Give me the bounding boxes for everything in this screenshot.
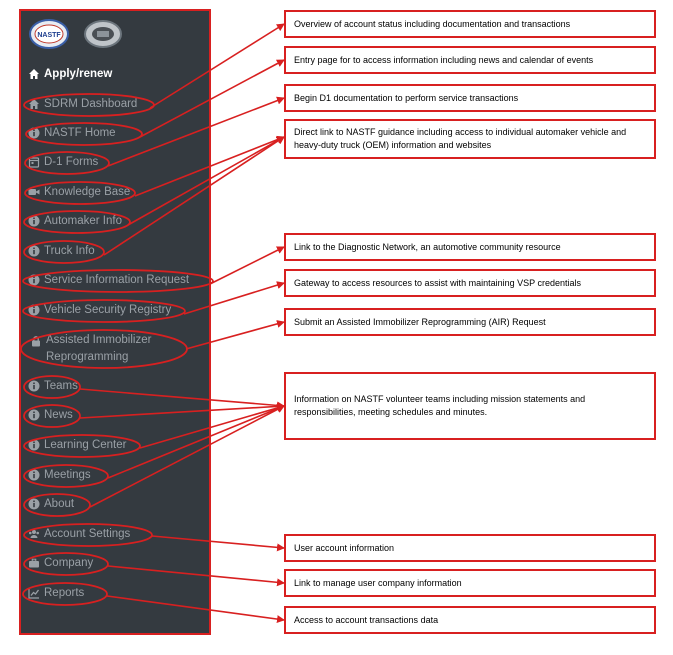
sidebar-item-meetings[interactable] — [27, 468, 91, 481]
callout-text: Access to account transactions data — [294, 614, 439, 625]
callout-text: Direct link to NASTF guidance including access to individual automaker vehicle and heavy-duty truck (OEM) information and websites — [294, 127, 627, 150]
annotation-callout — [284, 269, 656, 297]
sidebar-item-service-information-request[interactable] — [27, 273, 189, 286]
callout-text: Information on NASTF volunteer teams including mission statements and responsibilities, meeting schedules and minutes. — [294, 394, 586, 417]
sidebar-item-label: Service Information Request — [44, 273, 190, 286]
sidebar-item-label: Teams — [44, 379, 78, 392]
annotation-arrow — [210, 247, 284, 284]
annotation-callout — [284, 308, 656, 336]
info-icon — [27, 303, 40, 316]
sidebar-item-label: News — [44, 408, 73, 421]
sidebar-item-label: SDRM Dashboard — [44, 97, 138, 110]
annotation-callout — [284, 46, 656, 74]
info-icon — [27, 273, 40, 286]
sidebar-item-sdrm-dashboard[interactable] — [27, 97, 137, 110]
nastf-logo[interactable] — [29, 19, 69, 49]
sidebar-item-label: Automaker Info — [44, 214, 122, 227]
home-icon — [27, 67, 40, 80]
annotation-callout — [284, 119, 656, 159]
sidebar-item-reports[interactable] — [27, 586, 84, 599]
info-icon — [27, 214, 40, 227]
sidebar-item-vehicle-security-registry[interactable] — [27, 303, 171, 316]
info-icon — [27, 126, 40, 139]
sidebar-item-about[interactable] — [27, 497, 74, 510]
sidebar-item-label: Truck Info — [44, 244, 95, 257]
info-icon — [27, 468, 40, 481]
sidebar-item-learning-center[interactable] — [27, 438, 126, 451]
users-icon — [27, 527, 40, 540]
chart-icon — [27, 586, 40, 599]
annotation-callout — [284, 233, 656, 261]
sidebar-item-assisted-immobilizer-reprogramming[interactable] — [30, 332, 190, 366]
sidebar-item-automaker-info[interactable] — [27, 214, 122, 227]
sidebar-item-label: Company — [44, 556, 94, 569]
annotation-callout — [284, 569, 656, 597]
sidebar-item-d-1-forms[interactable] — [27, 155, 98, 168]
sidebar-item-truck-info[interactable] — [27, 244, 95, 257]
callout-text: User account information — [294, 542, 395, 553]
callout-text: Submit an Assisted Immobilizer Reprogramming (AIR) Request — [294, 316, 546, 327]
partner-logo — [83, 19, 123, 49]
callout-text: Link to manage user company information — [294, 577, 462, 588]
callout-text: Gateway to access resources to assist with maintaining VSP credentials — [294, 277, 581, 288]
sidebar-item-label: NASTF Home — [44, 126, 116, 139]
lock-icon — [30, 334, 42, 347]
sidebar-item-label: Apply/renew — [44, 67, 113, 80]
annotation-callout — [284, 534, 656, 562]
sidebar-nav — [19, 9, 211, 635]
sidebar-item-apply-renew[interactable] — [27, 67, 112, 80]
info-icon — [27, 408, 40, 421]
sidebar-item-news[interactable] — [27, 408, 73, 421]
sidebar-item-knowledge-base[interactable] — [27, 185, 130, 198]
sidebar-item-label: Knowledge Base — [44, 185, 131, 198]
annotation-callout — [284, 606, 656, 634]
nastf-logo-text: NASTF — [37, 32, 61, 39]
sidebar-item-label: Vehicle Security Registry — [44, 303, 172, 316]
briefcase-icon — [27, 556, 40, 569]
video-icon — [27, 185, 40, 198]
sidebar-item-account-settings[interactable] — [27, 527, 130, 540]
sidebar-item-label: Account Settings — [44, 527, 131, 540]
annotation-callout — [284, 10, 656, 38]
callout-text: Begin D1 documentation to perform service transactions — [294, 92, 519, 103]
sidebar-item-label: D-1 Forms — [44, 155, 99, 168]
info-icon — [27, 438, 40, 451]
info-icon — [27, 497, 40, 510]
sidebar-item-nastf-home[interactable] — [27, 126, 116, 139]
calendar-icon — [27, 155, 40, 168]
sidebar-item-label: Learning Center — [44, 438, 127, 451]
sidebar-item-label: Reports — [44, 586, 85, 599]
info-icon — [27, 244, 40, 257]
home-icon — [27, 97, 40, 110]
sidebar-item-label: About — [44, 497, 75, 510]
sidebar-item-teams[interactable] — [27, 379, 78, 392]
info-icon — [27, 379, 40, 392]
callout-text: Overview of account status including documentation and transactions — [294, 18, 571, 29]
annotation-callout — [284, 372, 656, 440]
callout-text: Entry page for to access information including news and calendar of events — [294, 54, 594, 65]
sidebar-item-company[interactable] — [27, 556, 93, 569]
sidebar-item-label: Meetings — [44, 468, 91, 481]
sidebar-item-label: Assisted Immobilizer Reprogramming — [46, 334, 152, 363]
annotation-callout — [284, 84, 656, 112]
callout-text: Link to the Diagnostic Network, an automotive community resource — [294, 241, 561, 252]
